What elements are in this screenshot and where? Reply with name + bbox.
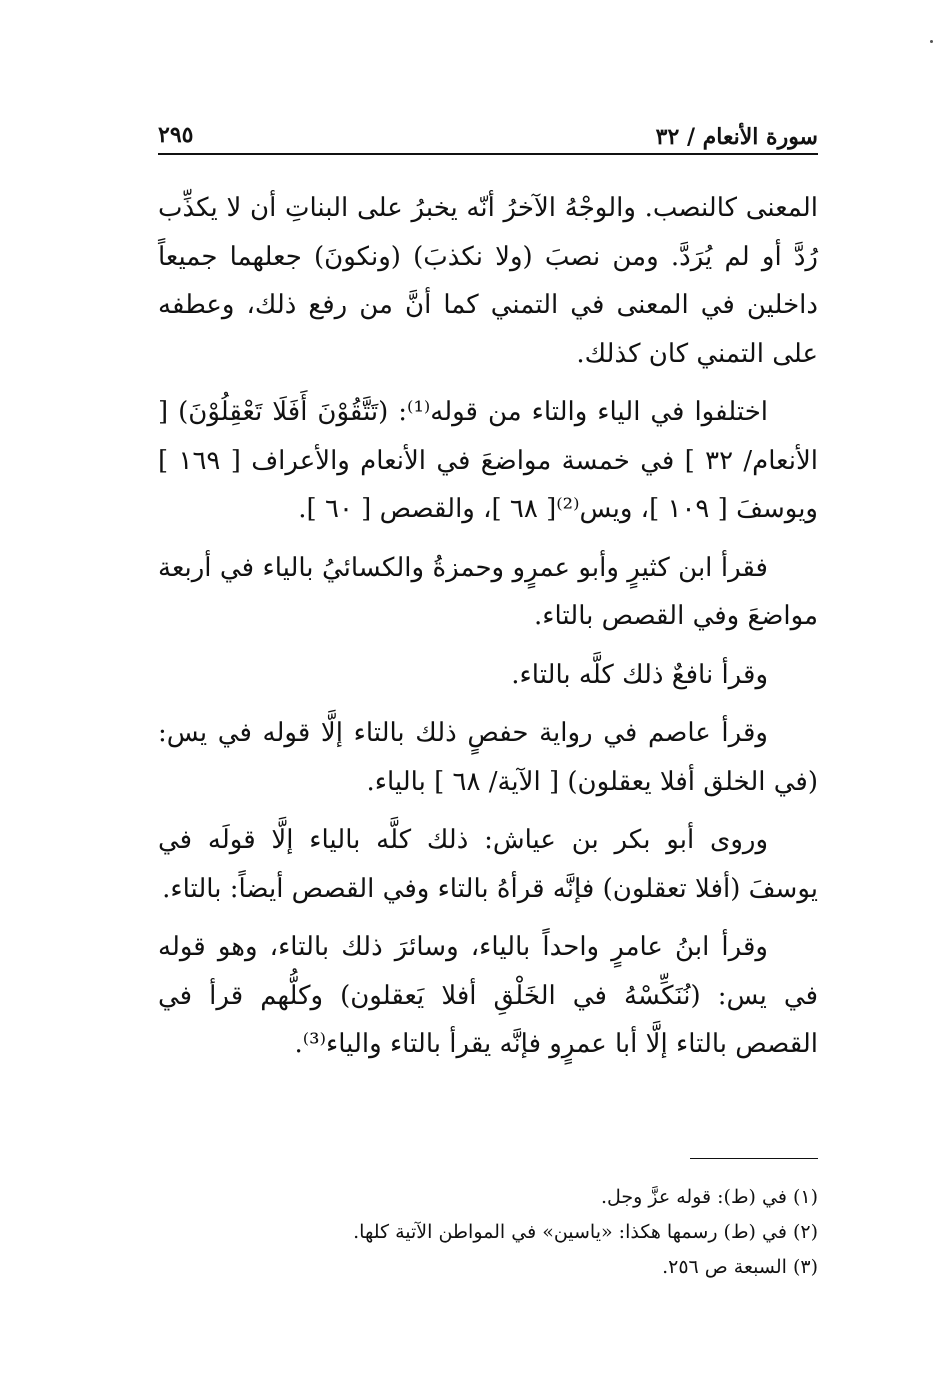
footnote-1: (١) في (ط): قوله عزَّ وجل.	[600, 1186, 818, 1208]
main-text	[158, 184, 818, 1079]
paragraph-6: وروى أبو بكر بن عياش: ذلك كلَّه بالياء إلَّا قولَه في يوسفَ (أفلا تعقلون) فإنَّه قرأهُ بالتاء وفي القصص أيضاً: بالتاء.	[158, 825, 818, 904]
paragraph-4: وقرأ نافعٌ ذلك كلَّه بالتاء.	[511, 659, 768, 690]
paragraph-1: المعنى كالنصب. والوجْهُ الآخرُ أنّه يخبرُ على البناتِ أن لا يكذِّب رُدَّ أو لم يُرَدَّ. ومن نصبَ (ولا نكذبَ) (ونكونَ) جعلهما جميعاً داخلين في المعنى في التمني كما أنَّ من رفع ذلك، وعطفه على التمني كان كذلك.	[158, 193, 818, 369]
footnote-2: (٢) في (ط) رسمها هكذا: «ياسين» في المواطن الآتية كلها.	[353, 1221, 818, 1243]
header-rule	[158, 153, 818, 155]
running-header	[158, 118, 818, 156]
page-number: ٢٩٥	[158, 122, 194, 148]
paragraph-7: وقرأ ابنُ عامرٍ واحداً بالياء، وسائرَ ذلك بالتاء، وهو قوله في يس: (نُنَكِّسْهُ في الخَلْقِ أفلا يَعقلون) وكلُّهم قرأ في القصص بالتاء إلَّا أبا عمرٍو فإنَّه يقرأ بالتاء والياء⁽³⁾.	[158, 932, 818, 1059]
paragraph-3: فقرأ ابن كثيرٍ وأبو عمرٍو وحمزةُ والكسائيُ بالياء في أربعة مواضعَ وفي القصص بالتاء.	[158, 552, 818, 631]
footnotes	[158, 1180, 818, 1285]
surah-title: سورة الأنعام / ٣٢	[655, 124, 818, 150]
footnote-rule	[690, 1158, 818, 1159]
footnote-3: (٣) السبعة ص ٢٥٦.	[662, 1256, 818, 1278]
paragraph-5: وقرأ عاصم في رواية حفصٍ ذلك بالتاء إلَّا قوله في يس: (في الخلق أفلا يعقلون) [ الآية/ ٦٨ ] بالياء.	[158, 718, 818, 797]
paragraph-2: اختلفوا في الياء والتاء من قوله⁽¹⁾: (تَتَّقُوْنَ أَفَلَا تَعْقِلُوْنَ) [ الأنعام/ ٣٢ ] في خمسة مواضعَ في الأنعام والأعراف [ ١٦٩ ] ويوسفَ [ ١٠٩ ]، ويس⁽²⁾[ ٦٨ ]، والقصص [ ٦٠ ].	[158, 397, 818, 524]
scan-speck	[930, 40, 933, 43]
